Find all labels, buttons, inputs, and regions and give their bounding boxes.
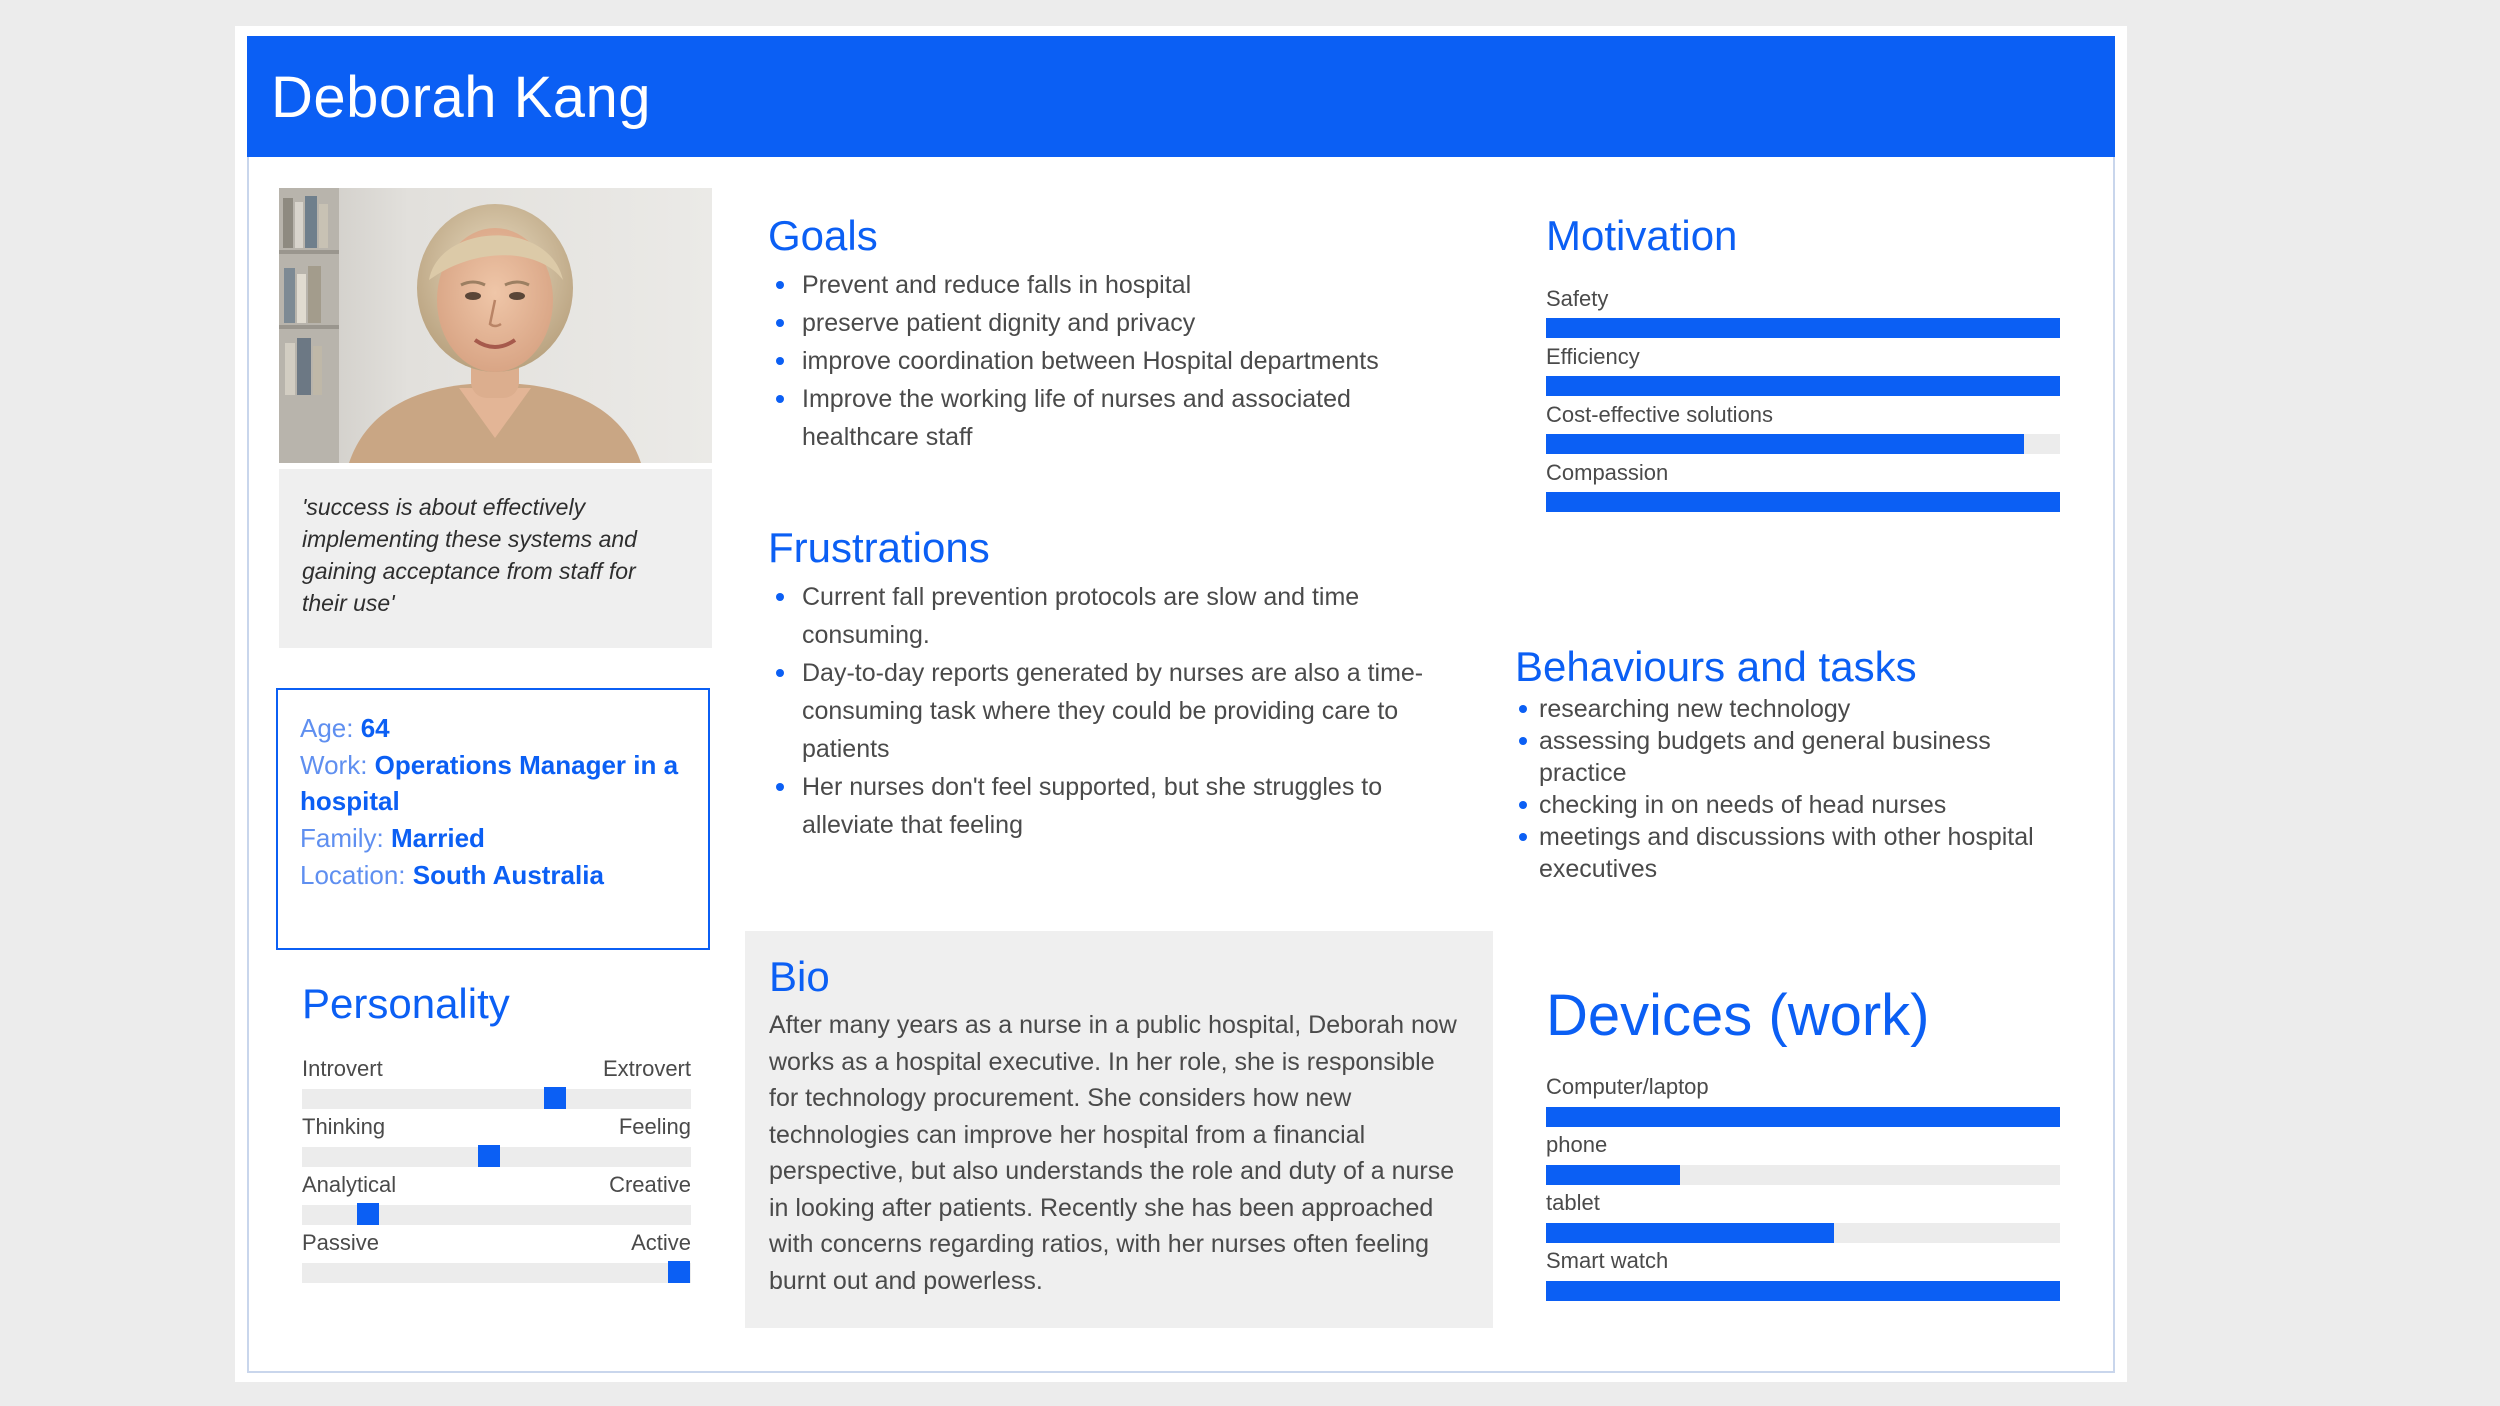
device-bar-fill xyxy=(1546,1223,1834,1243)
bullet-icon xyxy=(776,281,784,289)
personality-slider-handle xyxy=(478,1145,500,1167)
bullet-icon xyxy=(1519,801,1527,809)
bullet-icon xyxy=(776,357,784,365)
device-bar-track xyxy=(1546,1281,2060,1301)
list-item xyxy=(768,578,1468,654)
personality-right-label: Active xyxy=(631,1230,691,1255)
persona-name: Deborah Kang xyxy=(271,65,652,130)
devices-title: Devices (work) xyxy=(1546,983,1930,1048)
age-line xyxy=(300,710,390,746)
goals-list xyxy=(768,266,1468,456)
personality-slider-handle xyxy=(668,1261,690,1283)
list-item xyxy=(1515,789,2075,821)
motivation-bar-track xyxy=(1546,376,2060,396)
motivation-bar-track xyxy=(1546,318,2060,338)
bullet-icon xyxy=(776,319,784,327)
personality-right-label: Feeling xyxy=(618,1114,691,1139)
motivation-section xyxy=(1546,212,1737,260)
list-item xyxy=(768,266,1468,304)
personality-right-label: Creative xyxy=(609,1172,691,1197)
personality-slider-handle xyxy=(357,1203,379,1225)
list-item xyxy=(1515,725,2075,789)
device-bar-fill xyxy=(1546,1107,2060,1127)
device-bar-track xyxy=(1546,1165,2060,1185)
personality-slider-track xyxy=(302,1205,691,1225)
work-label: Work: xyxy=(300,750,375,780)
personality-left-label: Thinking xyxy=(302,1114,386,1139)
personality-left-label: Introvert xyxy=(302,1056,383,1081)
motivation-bar-track xyxy=(1546,492,2060,512)
personality-left-label: Analytical xyxy=(302,1172,397,1197)
bullet-icon xyxy=(1519,833,1527,841)
frustrations-title: Frustrations xyxy=(768,524,990,571)
list-item xyxy=(1515,821,2075,885)
quote-box xyxy=(279,469,712,648)
persona-photo xyxy=(279,188,712,463)
device-bar-label: phone xyxy=(1546,1132,1608,1157)
motivation-title: Motivation xyxy=(1546,212,1738,259)
list-item-text: Improve the working life of nurses and associated healthcare staff xyxy=(802,385,1351,451)
personality-slider-track xyxy=(302,1147,691,1167)
personality-slider-handle xyxy=(544,1087,566,1109)
device-bar-fill xyxy=(1546,1281,2060,1301)
list-item-text: preserve patient dignity and privacy xyxy=(802,309,1196,337)
list-item-text: Day-to-day reports generated by nurses are also a time-consuming task where they could be providing care to patients xyxy=(802,659,1424,763)
personality-section xyxy=(302,980,510,1028)
bullet-icon xyxy=(776,783,784,791)
demographics-box xyxy=(276,688,710,950)
list-item-text: Current fall prevention protocols are slow and time consuming. xyxy=(802,583,1360,649)
list-item xyxy=(768,304,1468,342)
list-item xyxy=(1515,693,2075,725)
motivation-bar-label: Safety xyxy=(1546,286,1609,311)
behaviours-title: Behaviours and tasks xyxy=(1515,643,1917,690)
list-item xyxy=(768,380,1468,456)
work-line xyxy=(300,747,700,819)
bullet-icon xyxy=(776,593,784,601)
personality-left-label: Passive xyxy=(302,1230,380,1255)
bio-title: Bio xyxy=(769,953,830,1000)
list-item-text: checking in on needs of head nurses xyxy=(1539,791,1947,819)
personality-slider-track xyxy=(302,1089,691,1109)
header-bar xyxy=(247,36,2115,157)
list-item-text: researching new technology xyxy=(1539,695,1851,723)
bio-box xyxy=(745,931,1493,1328)
device-bar-label: Smart watch xyxy=(1546,1248,1669,1273)
bio-text: After many years as a nurse in a public hospital, Deborah now works as a hospital executive. In her role, she is responsible for technology procurement. She considers how new technologies can improve her hospital from a financial perspective, but also understands the role and duty of a nurse in looking after patients. Recently she has been approached with concerns regarding ratios, with her nurses often feeling burnt out and powerless. xyxy=(769,1011,1457,1295)
age-value: 64 xyxy=(360,713,390,743)
work-value: Operations Manager in a hospital xyxy=(300,750,679,816)
motivation-bar-fill xyxy=(1546,492,2060,512)
device-bar-label: Computer/laptop xyxy=(1546,1074,1709,1099)
bullet-icon xyxy=(776,395,784,403)
motivation-bar-track xyxy=(1546,434,2060,454)
motivation-bar-label: Cost-effective solutions xyxy=(1546,402,1774,427)
list-item xyxy=(768,768,1468,844)
location-line xyxy=(300,857,604,893)
behaviours-section xyxy=(1515,643,2075,885)
devices-section xyxy=(1546,982,1930,1049)
motivation-bar-fill xyxy=(1546,318,2060,338)
motivation-bar-fill xyxy=(1546,434,2024,454)
frustrations-section xyxy=(768,524,1468,844)
list-item-text: improve coordination between Hospital departments xyxy=(802,347,1379,375)
family-line xyxy=(300,820,485,856)
location-label: Location: xyxy=(300,860,413,890)
list-item-text: meetings and discussions with other hospital executives xyxy=(1539,823,2034,883)
behaviours-list xyxy=(1515,693,2075,885)
device-bar-fill xyxy=(1546,1165,1680,1185)
motivation-bar-label: Compassion xyxy=(1546,460,1669,485)
bullet-icon xyxy=(1519,737,1527,745)
device-bar-label: tablet xyxy=(1546,1190,1600,1215)
bullet-icon xyxy=(1519,705,1527,713)
bullet-icon xyxy=(776,669,784,677)
portrait-image xyxy=(279,188,712,463)
motivation-bar-label: Efficiency xyxy=(1546,344,1640,369)
age-label: Age: xyxy=(300,713,361,743)
personality-title: Personality xyxy=(302,980,510,1027)
list-item xyxy=(768,342,1468,380)
family-label: Family: xyxy=(300,823,391,853)
goals-title: Goals xyxy=(768,212,878,259)
persona-quote: 'success is about effectively implementing these systems and gaining acceptance from staff for their use' xyxy=(302,494,637,616)
location-value: South Australia xyxy=(412,860,604,890)
motivation-bar-fill xyxy=(1546,376,2060,396)
list-item-text: Prevent and reduce falls in hospital xyxy=(802,271,1192,299)
list-item xyxy=(768,654,1468,768)
list-item-text: assessing budgets and general business practice xyxy=(1539,727,1991,787)
frustrations-list xyxy=(768,578,1468,844)
device-bar-track xyxy=(1546,1107,2060,1127)
family-value: Married xyxy=(391,823,485,853)
personality-slider-track xyxy=(302,1263,691,1283)
goals-section xyxy=(768,212,1468,456)
personality-right-label: Extrovert xyxy=(602,1056,691,1081)
list-item-text: Her nurses don't feel supported, but she struggles to alleviate that feeling xyxy=(802,773,1383,839)
device-bar-track xyxy=(1546,1223,2060,1243)
